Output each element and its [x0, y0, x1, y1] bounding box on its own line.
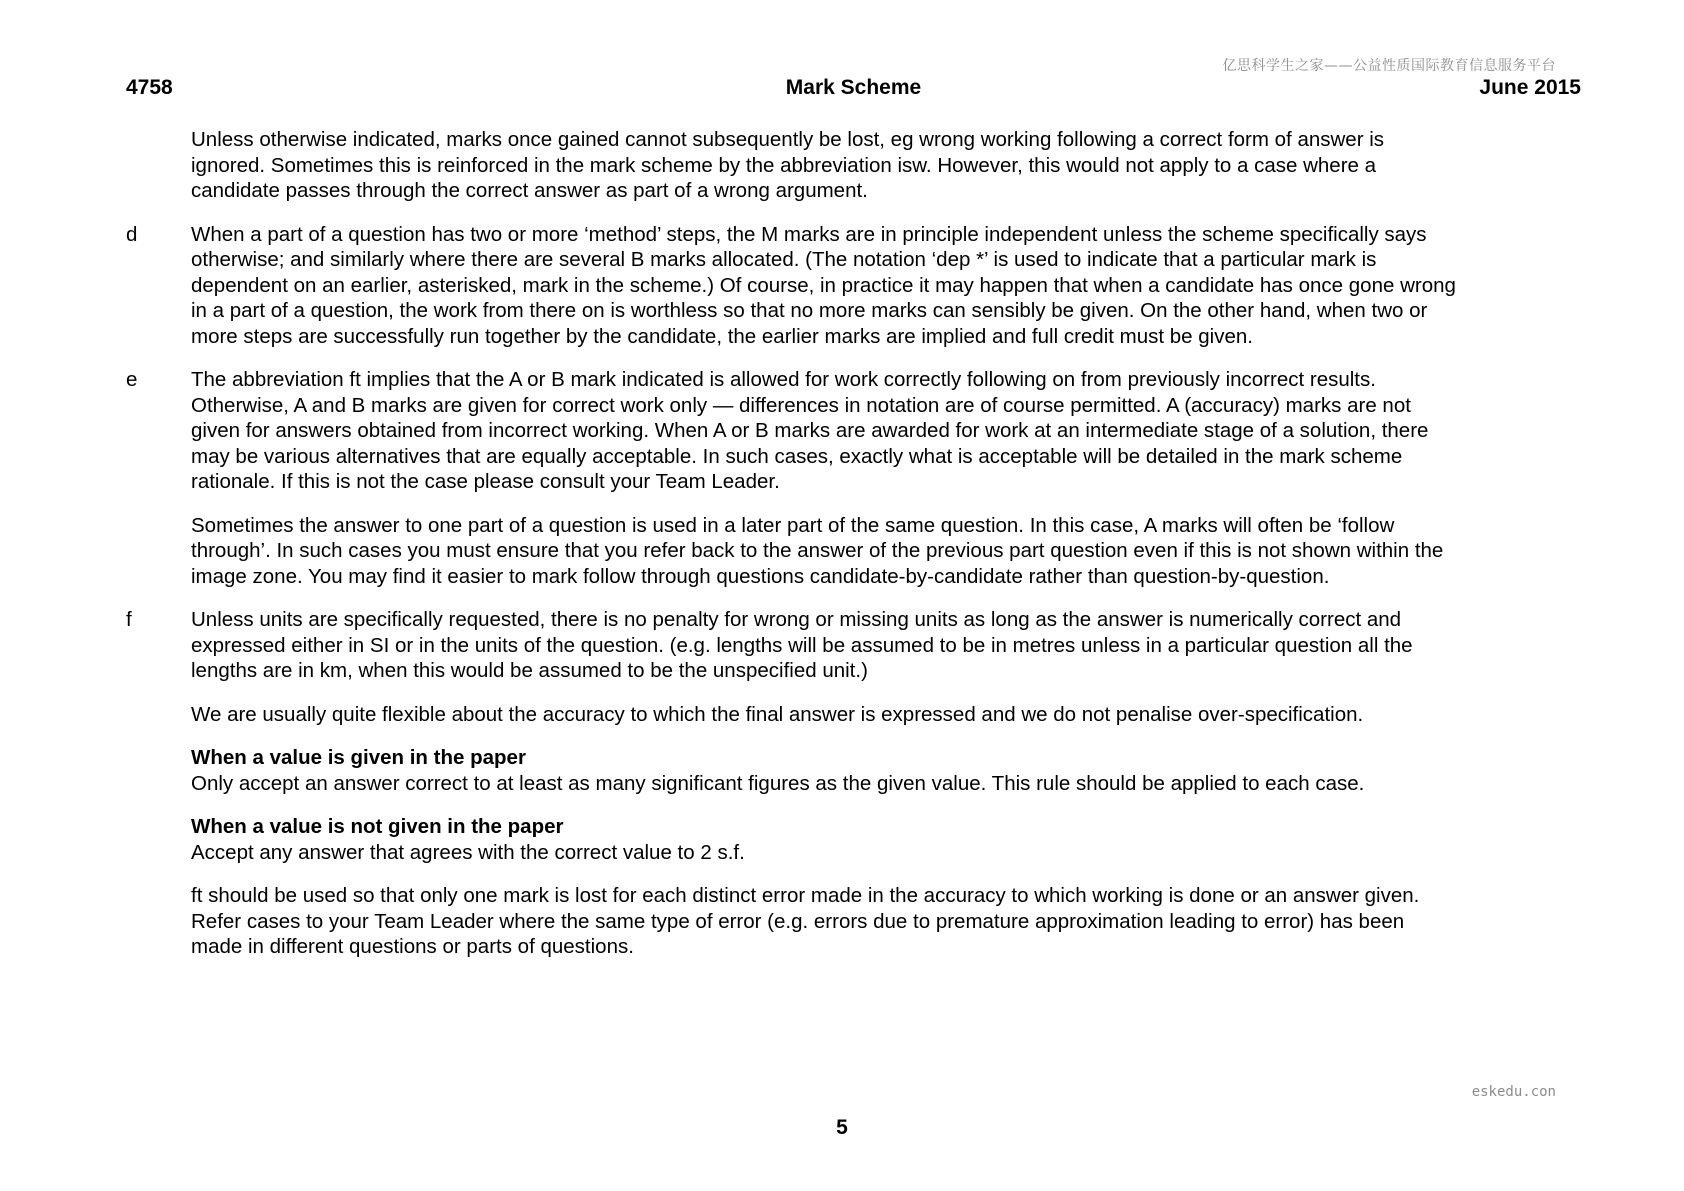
section-body — [191, 127, 1461, 204]
subsection-text: Accept any answer that agrees with the correct value to 2 s.f. — [191, 840, 745, 864]
subsection-heading: When a value is given in the paper — [191, 746, 526, 769]
section-letter: f — [126, 608, 132, 631]
paragraph: Unless otherwise indicated, marks once gained cannot subsequently be lost, eg wrong working following a correct form of answer is ignored. Sometimes this is reinforced in the mark scheme by the abbreviation isw. However, this would not apply to a case where a candidate passes through the correct answer as part of a wrong argument. — [191, 128, 1385, 202]
paragraph: We are usually quite flexible about the accuracy to which the final answer is expressed and we do not penalise over-specification. — [191, 702, 1364, 726]
page-title: Mark Scheme — [785, 76, 922, 99]
section-continuation — [126, 127, 1466, 204]
paper-code: 4758 — [126, 76, 173, 99]
paragraph: When a part of a question has two or more ‘method’ steps, the M marks are in principle independent unless the scheme specifically says otherwise; and similarly where there are several B marks allocated. (The notation ‘dep *’ is used to indicate that a particular mark is dependent on an earlier, asterisked, mark in the scheme.) Of course, in practice it may happen that when a candidate has once gone wrong in a part of a question, the work from there on is worthless so that no more marks can sensibly be given. On the other hand, when two or more steps are successfully run together by the candidate, the earlier marks are implied and full credit must be given. — [191, 222, 1456, 348]
section-d — [126, 222, 1466, 350]
page-number: 5 — [836, 1116, 848, 1139]
subsection-heading: When a value is not given in the paper — [191, 815, 564, 838]
watermark-bottom: eskedu.con — [1471, 1084, 1556, 1100]
paragraph-closing: ft should be used so that only one mark is lost for each distinct error made in the accuracy to which working is done or an answer given. Refer cases to your Team Leader where the same type of error (e.g. errors due to premature approximation leading to error) has been made in different questions or parts of questions. — [191, 884, 1420, 958]
document-body — [126, 127, 1466, 978]
page-header — [126, 76, 1581, 102]
exam-date: June 2015 — [1479, 76, 1581, 99]
section-letter — [126, 127, 191, 204]
subsection-given — [191, 745, 1461, 796]
watermark-top: 亿思科学生之家——公益性质国际教育信息服务平台 — [1222, 58, 1556, 74]
paragraph: The abbreviation ft implies that the A or B mark indicated is allowed for work correctly following on from previously incorrect results. Otherwise, A and B marks are given for correct work only — differences in notation are of course permitted. A (accuracy) marks are not given for answers obtained from incorrect working. When A or B marks are awarded for work at an intermediate stage of a solution, there may be various alternatives that are equally acceptable. In such cases, exactly what is acceptable will be detailed in the mark scheme rationale. If this is not the case please consult your Team Leader. — [191, 368, 1429, 493]
section-letter: d — [126, 222, 138, 246]
section-body — [191, 607, 1461, 960]
section-body — [191, 367, 1461, 589]
section-f — [126, 607, 1466, 960]
section-body — [191, 222, 1461, 350]
subsection-text: Only accept an answer correct to at least as many significant figures as the given value. This rule should be applied to each case. — [191, 771, 1365, 795]
section-e — [126, 367, 1466, 589]
subsection-not-given — [191, 814, 1461, 865]
paragraph: Unless units are specifically requested, there is no penalty for wrong or missing units as long as the answer is numerically correct and expressed either in SI or in the units of the question. (e.g. lengths will be assumed to be in metres unless in a particular question all the lengths are in km, when this would be assumed to be the unspecified unit.) — [191, 608, 1413, 682]
paragraph: Sometimes the answer to one part of a question is used in a later part of the same question. In this case, A marks will often be ‘follow through’. In such cases you must ensure that you refer back to the answer of the previous part question even if this is not shown within the image zone. You may find it easier to mark follow through questions candidate-by-candidate rather than question-by-question. — [191, 513, 1444, 588]
section-letter: e — [126, 368, 138, 391]
